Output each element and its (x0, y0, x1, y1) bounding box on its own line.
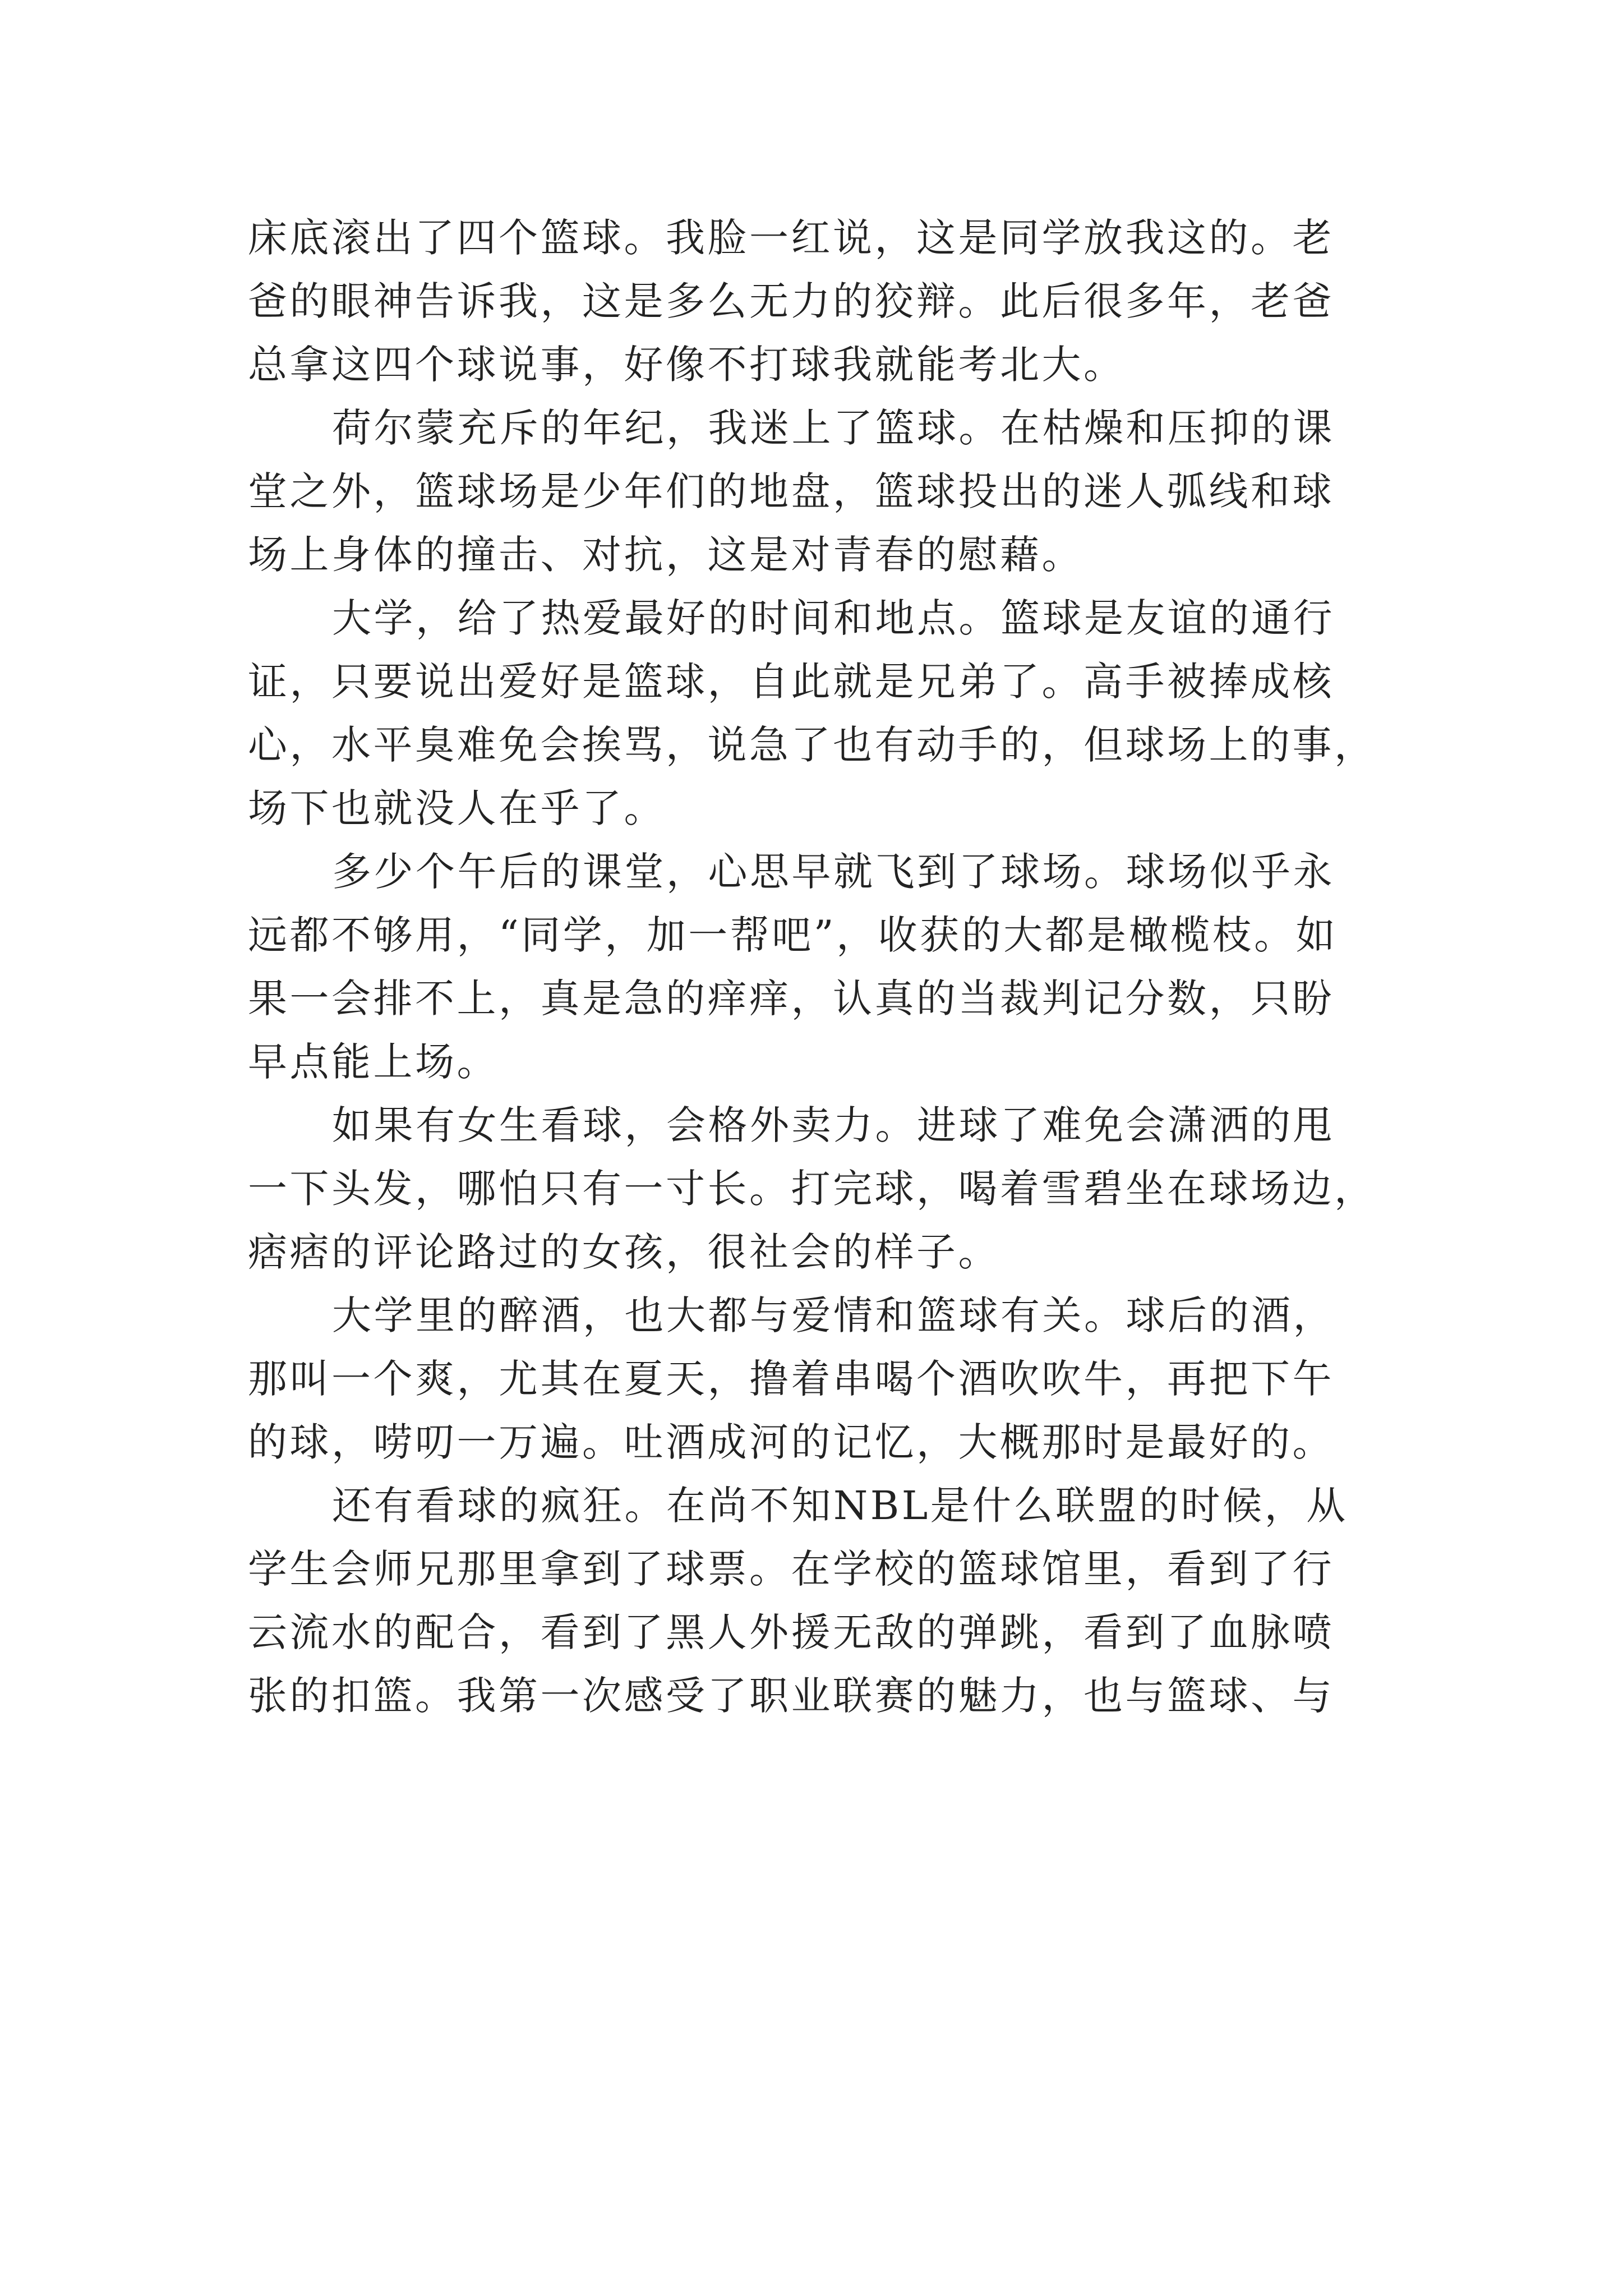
text-line: 总拿这四个球说事，好像不打球我就能考北大。 (248, 342, 1126, 388)
text-line: 果一会排不上，真是急的痒痒，认真的当裁判记分数，只盼 (248, 976, 1334, 1022)
text-line: 那叫一个爽，尤其在夏天，撸着串喝个酒吹吹牛，再把下午 (248, 1356, 1334, 1402)
text-line: 心，水平臭难免会挨骂，说急了也有动手的，但球场上的事， (248, 722, 1376, 768)
article-body (248, 206, 1392, 1728)
text-line: 张的扣篮。我第一次感受了职业联赛的魅力，也与篮球、与 (248, 1673, 1334, 1719)
text-line: 场下也就没人在乎了。 (248, 785, 666, 831)
text-line: 场上身体的撞击、对抗，这是对青春的慰藉。 (248, 532, 1083, 578)
text-line: 云流水的配合，看到了黑人外援无敌的弹跳，看到了血脉喷 (248, 1609, 1334, 1655)
text-line: 爸的眼神告诉我，这是多么无力的狡辩。此后很多年，老爸 (248, 278, 1334, 324)
paragraph-first-line: 如果有女生看球，会格外卖力。进球了难免会潇洒的甩 (332, 1102, 1335, 1148)
text-line: 堂之外，篮球场是少年们的地盘，篮球投出的迷人弧线和球 (248, 468, 1334, 514)
text-line: 的球，唠叨一万遍。吐酒成河的记忆，大概那时是最好的。 (248, 1419, 1334, 1465)
paragraph-first-line: 还有看球的疯狂。在尚不知NBL是什么联盟的时候，从 (332, 1483, 1348, 1529)
text-line: 痞痞的评论路过的女孩，很社会的样子。 (248, 1229, 1000, 1275)
text-line: 一下头发，哪怕只有一寸长。打完球，喝着雪碧坐在球场边， (248, 1166, 1376, 1212)
text-line: 远都不够用，“同学，加一帮吧”，收获的大都是橄榄枝。如 (248, 912, 1338, 958)
paragraph-first-line: 荷尔蒙充斥的年纪，我迷上了篮球。在枯燥和压抑的课 (332, 405, 1335, 451)
paragraph-first-line: 大学里的醉酒，也大都与爱情和篮球有关。球后的酒， (332, 1292, 1335, 1338)
paragraph-first-line: 大学，给了热爱最好的时间和地点。篮球是友谊的通行 (332, 595, 1335, 641)
text-line: 床底滚出了四个篮球。我脸一红说，这是同学放我这的。老 (248, 215, 1334, 261)
text-line: 证，只要说出爱好是篮球，自此就是兄弟了。高手被捧成核 (248, 659, 1334, 705)
paragraph-first-line: 多少个午后的课堂，心思早就飞到了球场。球场似乎永 (332, 849, 1335, 895)
text-line: 学生会师兄那里拿到了球票。在学校的篮球馆里，看到了行 (248, 1546, 1334, 1592)
text-line: 早点能上场。 (248, 1039, 499, 1085)
